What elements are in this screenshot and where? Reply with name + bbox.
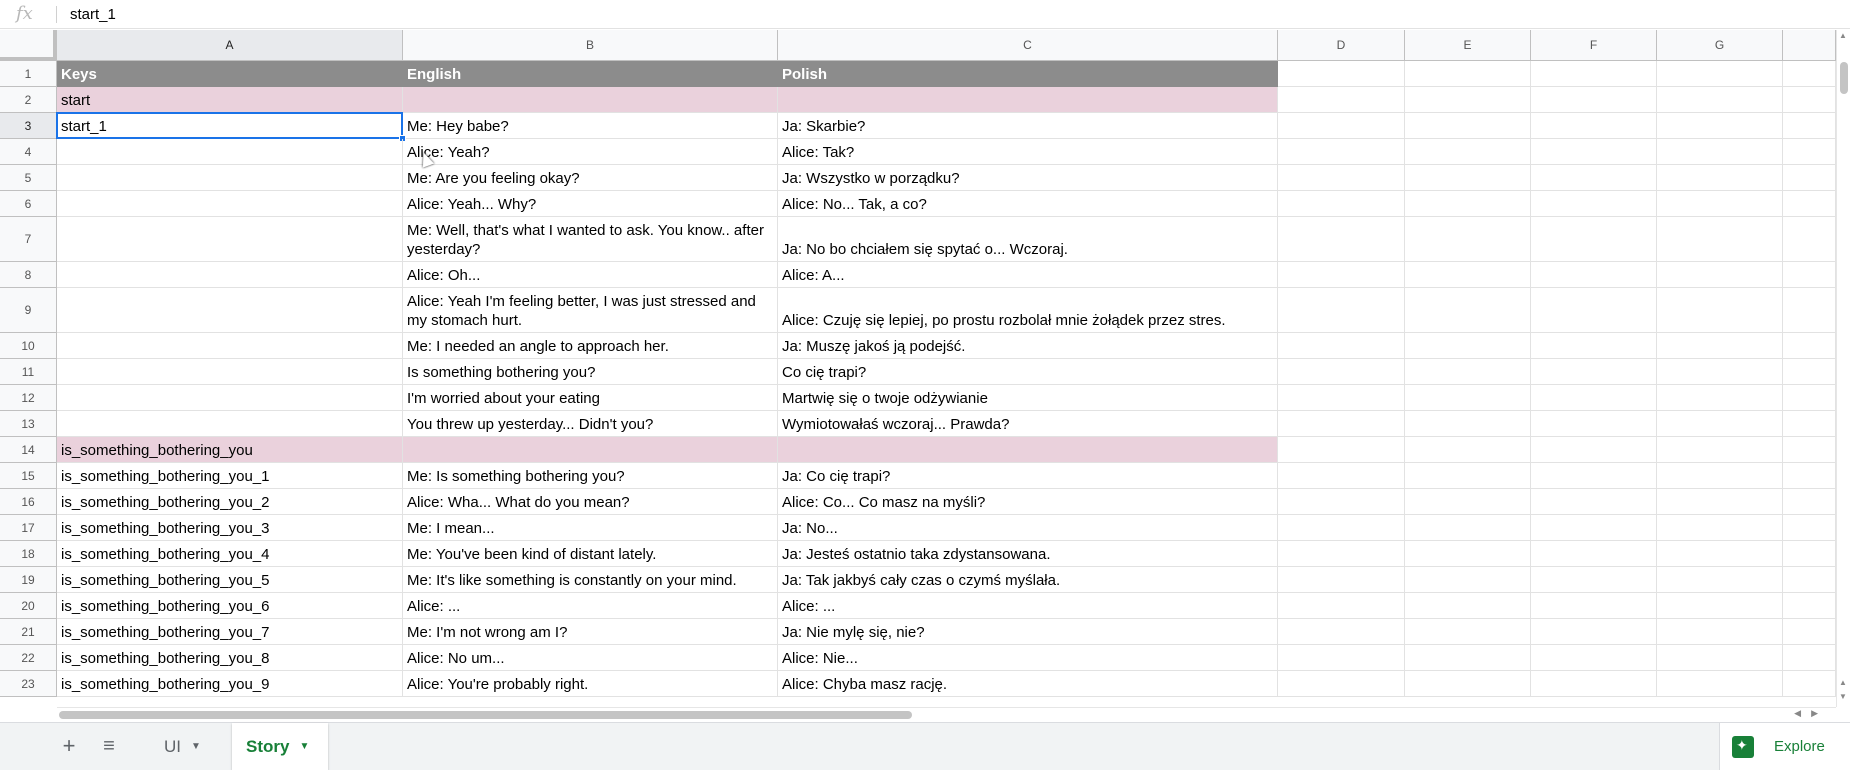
row-header-17[interactable]: 17	[0, 515, 57, 541]
cell-a8[interactable]	[57, 262, 403, 288]
cell-x12[interactable]	[1783, 385, 1836, 411]
cell-a5[interactable]	[57, 165, 403, 191]
cell-c15[interactable]: Ja: Co cię trapi?	[778, 463, 1278, 489]
cell-a2[interactable]: start	[57, 87, 403, 113]
cell-x23[interactable]	[1783, 671, 1836, 697]
cell-f22[interactable]	[1531, 645, 1657, 671]
cell-b5[interactable]: Me: Are you feeling okay?	[403, 165, 778, 191]
cell-d8[interactable]	[1278, 262, 1405, 288]
cell-g21[interactable]	[1657, 619, 1783, 645]
cell-x5[interactable]	[1783, 165, 1836, 191]
cell-f10[interactable]	[1531, 333, 1657, 359]
cell-e14[interactable]	[1405, 437, 1531, 463]
cell-f6[interactable]	[1531, 191, 1657, 217]
cell-c9[interactable]: Alice: Czuję się lepiej, po prostu rozbolał mnie żołądek przez stres.	[778, 288, 1278, 333]
cell-f7[interactable]	[1531, 217, 1657, 262]
tab-story-label: Story	[246, 736, 290, 756]
cell-f12[interactable]	[1531, 385, 1657, 411]
horizontal-scrollbar[interactable]	[57, 707, 1836, 721]
cell-c23[interactable]: Alice: Chyba masz rację.	[778, 671, 1278, 697]
cell-f13[interactable]	[1531, 411, 1657, 437]
cell-a15[interactable]: is_something_bothering_you_1	[57, 463, 403, 489]
cell-b23[interactable]: Alice: You're probably right.	[403, 671, 778, 697]
cell-f18[interactable]	[1531, 541, 1657, 567]
cell-f16[interactable]	[1531, 489, 1657, 515]
cell-g22[interactable]	[1657, 645, 1783, 671]
cell-e12[interactable]	[1405, 385, 1531, 411]
chevron-down-icon[interactable]: ▼	[191, 741, 201, 752]
cell-b2[interactable]	[403, 87, 778, 113]
cell-x18[interactable]	[1783, 541, 1836, 567]
row-header-23[interactable]: 23	[0, 671, 57, 697]
row-header-7[interactable]: 7	[0, 217, 57, 262]
sheet-tab-bar	[0, 722, 1850, 770]
row-header-2[interactable]: 2	[0, 87, 57, 113]
cell-e6[interactable]	[1405, 191, 1531, 217]
cell-x14[interactable]	[1783, 437, 1836, 463]
cell-x4[interactable]	[1783, 139, 1836, 165]
cell-e5[interactable]	[1405, 165, 1531, 191]
cell-e22[interactable]	[1405, 645, 1531, 671]
cell-g4[interactable]	[1657, 139, 1783, 165]
cell-c5[interactable]: Ja: Wszystko w porządku?	[778, 165, 1278, 191]
cell-b14[interactable]	[403, 437, 778, 463]
cell-f15[interactable]	[1531, 463, 1657, 489]
cell-c8[interactable]: Alice: A...	[778, 262, 1278, 288]
cell-d7[interactable]	[1278, 217, 1405, 262]
row-header-3[interactable]: 3	[0, 113, 57, 139]
cell-e23[interactable]	[1405, 671, 1531, 697]
cell-c13[interactable]: Wymiotowałaś wczoraj... Prawda?	[778, 411, 1278, 437]
cell-a7[interactable]	[57, 217, 403, 262]
cell-a13[interactable]	[57, 411, 403, 437]
explore-label: Explore	[1774, 738, 1825, 755]
column-header-e[interactable]: E	[1405, 30, 1531, 61]
row-header-14[interactable]: 14	[0, 437, 57, 463]
cell-f17[interactable]	[1531, 515, 1657, 541]
cell-x21[interactable]	[1783, 619, 1836, 645]
cell-x16[interactable]	[1783, 489, 1836, 515]
tab-ui-label: UI	[164, 736, 181, 756]
cell-g10[interactable]	[1657, 333, 1783, 359]
cell-d19[interactable]	[1278, 567, 1405, 593]
cell-a21[interactable]: is_something_bothering_you_7	[57, 619, 403, 645]
cell-b7[interactable]: Me: Well, that's what I wanted to ask. You know.. after yesterday?	[403, 217, 778, 262]
cell-c1[interactable]: Polish	[778, 61, 1278, 87]
cell-d13[interactable]	[1278, 411, 1405, 437]
explore-button[interactable]	[1719, 723, 1850, 770]
cell-c18[interactable]: Ja: Jesteś ostatnio taka zdystansowana.	[778, 541, 1278, 567]
cell-x19[interactable]	[1783, 567, 1836, 593]
formula-input[interactable]: start_1	[70, 6, 116, 23]
cell-a10[interactable]	[57, 333, 403, 359]
vertical-scroll-thumb[interactable]	[1840, 62, 1848, 94]
cell-a14[interactable]: is_something_bothering_you	[57, 437, 403, 463]
formula-bar-divider	[56, 6, 57, 23]
cell-e18[interactable]	[1405, 541, 1531, 567]
cell-c2[interactable]	[778, 87, 1278, 113]
cell-e19[interactable]	[1405, 567, 1531, 593]
row-header-13[interactable]: 13	[0, 411, 57, 437]
cell-x13[interactable]	[1783, 411, 1836, 437]
cell-d12[interactable]	[1278, 385, 1405, 411]
row-header-18[interactable]: 18	[0, 541, 57, 567]
cell-x9[interactable]	[1783, 288, 1836, 333]
cell-a6[interactable]	[57, 191, 403, 217]
cell-x8[interactable]	[1783, 262, 1836, 288]
cell-c11[interactable]: Co cię trapi?	[778, 359, 1278, 385]
cell-d17[interactable]	[1278, 515, 1405, 541]
cell-a3[interactable]: start_1	[57, 113, 403, 139]
cell-b11[interactable]: Is something bothering you?	[403, 359, 778, 385]
cell-d22[interactable]	[1278, 645, 1405, 671]
cell-a4[interactable]	[57, 139, 403, 165]
row-header-8[interactable]: 8	[0, 262, 57, 288]
cell-c3[interactable]: Ja: Skarbie?	[778, 113, 1278, 139]
cell-g2[interactable]	[1657, 87, 1783, 113]
cell-x17[interactable]	[1783, 515, 1836, 541]
select-all-corner[interactable]	[0, 30, 57, 61]
cell-b12[interactable]: I'm worried about your eating	[403, 385, 778, 411]
cell-c6[interactable]: Alice: No... Tak, a co?	[778, 191, 1278, 217]
cell-d10[interactable]	[1278, 333, 1405, 359]
cell-d2[interactable]	[1278, 87, 1405, 113]
cell-b18[interactable]: Me: You've been kind of distant lately.	[403, 541, 778, 567]
cell-a22[interactable]: is_something_bothering_you_8	[57, 645, 403, 671]
cell-x11[interactable]	[1783, 359, 1836, 385]
cell-b19[interactable]: Me: It's like something is constantly on your mind.	[403, 567, 778, 593]
cell-a16[interactable]: is_something_bothering_you_2	[57, 489, 403, 515]
column-header-a[interactable]: A	[57, 30, 403, 61]
cell-d11[interactable]	[1278, 359, 1405, 385]
cell-a17[interactable]: is_something_bothering_you_3	[57, 515, 403, 541]
cell-d3[interactable]	[1278, 113, 1405, 139]
cell-g1[interactable]	[1657, 61, 1783, 87]
cell-f23[interactable]	[1531, 671, 1657, 697]
cell-g19[interactable]	[1657, 567, 1783, 593]
cell-d21[interactable]	[1278, 619, 1405, 645]
scroll-down-icon[interactable]: ▼	[1839, 692, 1847, 701]
row-header-19[interactable]: 19	[0, 567, 57, 593]
cell-b20[interactable]: Alice: ...	[403, 593, 778, 619]
cell-c22[interactable]: Alice: Nie...	[778, 645, 1278, 671]
cell-g20[interactable]	[1657, 593, 1783, 619]
cell-a23[interactable]: is_something_bothering_you_9	[57, 671, 403, 697]
cell-d1[interactable]	[1278, 61, 1405, 87]
cell-g8[interactable]	[1657, 262, 1783, 288]
cell-f20[interactable]	[1531, 593, 1657, 619]
cell-b6[interactable]: Alice: Yeah... Why?	[403, 191, 778, 217]
cell-c16[interactable]: Alice: Co... Co masz na myśli?	[778, 489, 1278, 515]
cell-c20[interactable]: Alice: ...	[778, 593, 1278, 619]
cell-c19[interactable]: Ja: Tak jakbyś cały czas o czymś myślała.	[778, 567, 1278, 593]
cell-e17[interactable]	[1405, 515, 1531, 541]
list-icon[interactable]: ≡	[103, 734, 115, 757]
scroll-left-right-icon[interactable]: ◀▶	[1794, 708, 1828, 718]
cell-g7[interactable]	[1657, 217, 1783, 262]
column-header-d[interactable]: D	[1278, 30, 1405, 61]
cell-a18[interactable]: is_something_bothering_you_4	[57, 541, 403, 567]
cell-f4[interactable]	[1531, 139, 1657, 165]
plus-icon[interactable]: +	[62, 733, 76, 758]
cell-e13[interactable]	[1405, 411, 1531, 437]
cell-b22[interactable]: Alice: No um...	[403, 645, 778, 671]
cell-d16[interactable]	[1278, 489, 1405, 515]
cell-a20[interactable]: is_something_bothering_you_6	[57, 593, 403, 619]
cell-c7[interactable]: Ja: No bo chciałem się spytać o... Wczoraj.	[778, 217, 1278, 262]
cell-e8[interactable]	[1405, 262, 1531, 288]
cell-c14[interactable]	[778, 437, 1278, 463]
cell-e1[interactable]	[1405, 61, 1531, 87]
cell-g3[interactable]	[1657, 113, 1783, 139]
row-header-4[interactable]: 4	[0, 139, 57, 165]
cell-c21[interactable]: Ja: Nie mylę się, nie?	[778, 619, 1278, 645]
cell-b16[interactable]: Alice: Wha... What do you mean?	[403, 489, 778, 515]
cell-c12[interactable]: Martwię się o twoje odżywianie	[778, 385, 1278, 411]
column-header-f[interactable]: F	[1531, 30, 1657, 61]
cell-e3[interactable]	[1405, 113, 1531, 139]
scroll-up-icon[interactable]: ▲	[1839, 678, 1847, 687]
row-header-16[interactable]: 16	[0, 489, 57, 515]
vertical-scrollbar[interactable]	[1836, 30, 1850, 707]
cell-d6[interactable]	[1278, 191, 1405, 217]
cell-e11[interactable]	[1405, 359, 1531, 385]
cell-f19[interactable]	[1531, 567, 1657, 593]
cell-b17[interactable]: Me: I mean...	[403, 515, 778, 541]
cell-b21[interactable]: Me: I'm not wrong am I?	[403, 619, 778, 645]
column-header-c[interactable]: C	[778, 30, 1278, 61]
cell-c10[interactable]: Ja: Muszę jakoś ją podejść.	[778, 333, 1278, 359]
row-header-15[interactable]: 15	[0, 463, 57, 489]
cell-e9[interactable]	[1405, 288, 1531, 333]
cell-f5[interactable]	[1531, 165, 1657, 191]
cell-d14[interactable]	[1278, 437, 1405, 463]
tab-story[interactable]	[232, 723, 328, 770]
cell-f1[interactable]	[1531, 61, 1657, 87]
cell-g12[interactable]	[1657, 385, 1783, 411]
cell-e21[interactable]	[1405, 619, 1531, 645]
cell-b1[interactable]: English	[403, 61, 778, 87]
cell-a9[interactable]	[57, 288, 403, 333]
horizontal-scroll-thumb[interactable]	[59, 711, 912, 719]
cell-x15[interactable]	[1783, 463, 1836, 489]
column-header-b[interactable]: B	[403, 30, 778, 61]
cell-e16[interactable]	[1405, 489, 1531, 515]
row-header-20[interactable]: 20	[0, 593, 57, 619]
cell-c17[interactable]: Ja: No...	[778, 515, 1278, 541]
spreadsheet-grid	[0, 30, 1850, 707]
cell-g11[interactable]	[1657, 359, 1783, 385]
cell-a11[interactable]	[57, 359, 403, 385]
row-header-11[interactable]: 11	[0, 359, 57, 385]
cell-x1[interactable]	[1783, 61, 1836, 87]
cell-b10[interactable]: Me: I needed an angle to approach her.	[403, 333, 778, 359]
cell-b8[interactable]: Alice: Oh...	[403, 262, 778, 288]
formula-bar	[0, 0, 1850, 29]
cell-b9[interactable]: Alice: Yeah I'm feeling better, I was just stressed and my stomach hurt.	[403, 288, 778, 333]
cell-x6[interactable]	[1783, 191, 1836, 217]
cell-e20[interactable]	[1405, 593, 1531, 619]
cell-e4[interactable]	[1405, 139, 1531, 165]
cell-d23[interactable]	[1278, 671, 1405, 697]
row-header-9[interactable]: 9	[0, 288, 57, 333]
cell-f8[interactable]	[1531, 262, 1657, 288]
cell-e7[interactable]	[1405, 217, 1531, 262]
cell-f3[interactable]	[1531, 113, 1657, 139]
cell-x20[interactable]	[1783, 593, 1836, 619]
cell-g15[interactable]	[1657, 463, 1783, 489]
row-header-1[interactable]: 1	[0, 61, 57, 87]
column-header-blank	[1783, 30, 1836, 61]
cell-a1[interactable]: Keys	[57, 61, 403, 87]
cell-c4[interactable]: Alice: Tak?	[778, 139, 1278, 165]
cell-f9[interactable]	[1531, 288, 1657, 333]
cell-b4[interactable]: Alice: Yeah?	[403, 139, 778, 165]
row-header-5[interactable]: 5	[0, 165, 57, 191]
cell-g6[interactable]	[1657, 191, 1783, 217]
cell-e15[interactable]	[1405, 463, 1531, 489]
cell-g23[interactable]	[1657, 671, 1783, 697]
cell-f21[interactable]	[1531, 619, 1657, 645]
cell-g18[interactable]	[1657, 541, 1783, 567]
cell-g9[interactable]	[1657, 288, 1783, 333]
cell-g16[interactable]	[1657, 489, 1783, 515]
fx-icon: fx	[16, 3, 33, 24]
cell-g17[interactable]	[1657, 515, 1783, 541]
cell-d4[interactable]	[1278, 139, 1405, 165]
cell-d5[interactable]	[1278, 165, 1405, 191]
row-header-21[interactable]: 21	[0, 619, 57, 645]
row-header-12[interactable]: 12	[0, 385, 57, 411]
cell-b15[interactable]: Me: Is something bothering you?	[403, 463, 778, 489]
cell-a12[interactable]	[57, 385, 403, 411]
cell-f11[interactable]	[1531, 359, 1657, 385]
cell-e10[interactable]	[1405, 333, 1531, 359]
column-header-g[interactable]: G	[1657, 30, 1783, 61]
cell-g5[interactable]	[1657, 165, 1783, 191]
cell-x2[interactable]	[1783, 87, 1836, 113]
scroll-up-icon[interactable]: ▲	[1839, 31, 1847, 40]
cell-b3[interactable]: Me: Hey babe?	[403, 113, 778, 139]
cell-b13[interactable]: You threw up yesterday... Didn't you?	[403, 411, 778, 437]
row-header-10[interactable]: 10	[0, 333, 57, 359]
cell-x10[interactable]	[1783, 333, 1836, 359]
cell-x3[interactable]	[1783, 113, 1836, 139]
cell-d20[interactable]	[1278, 593, 1405, 619]
cell-f14[interactable]	[1531, 437, 1657, 463]
explore-icon	[1732, 736, 1754, 758]
cell-d18[interactable]	[1278, 541, 1405, 567]
cell-f2[interactable]	[1531, 87, 1657, 113]
cell-d15[interactable]	[1278, 463, 1405, 489]
cell-d9[interactable]	[1278, 288, 1405, 333]
row-header-6[interactable]: 6	[0, 191, 57, 217]
cell-g14[interactable]	[1657, 437, 1783, 463]
cell-x7[interactable]	[1783, 217, 1836, 262]
cell-e2[interactable]	[1405, 87, 1531, 113]
cell-a19[interactable]: is_something_bothering_you_5	[57, 567, 403, 593]
row-header-22[interactable]: 22	[0, 645, 57, 671]
cell-x22[interactable]	[1783, 645, 1836, 671]
cell-g13[interactable]	[1657, 411, 1783, 437]
tab-ui[interactable]	[150, 723, 215, 770]
chevron-down-icon[interactable]: ▼	[299, 741, 310, 752]
